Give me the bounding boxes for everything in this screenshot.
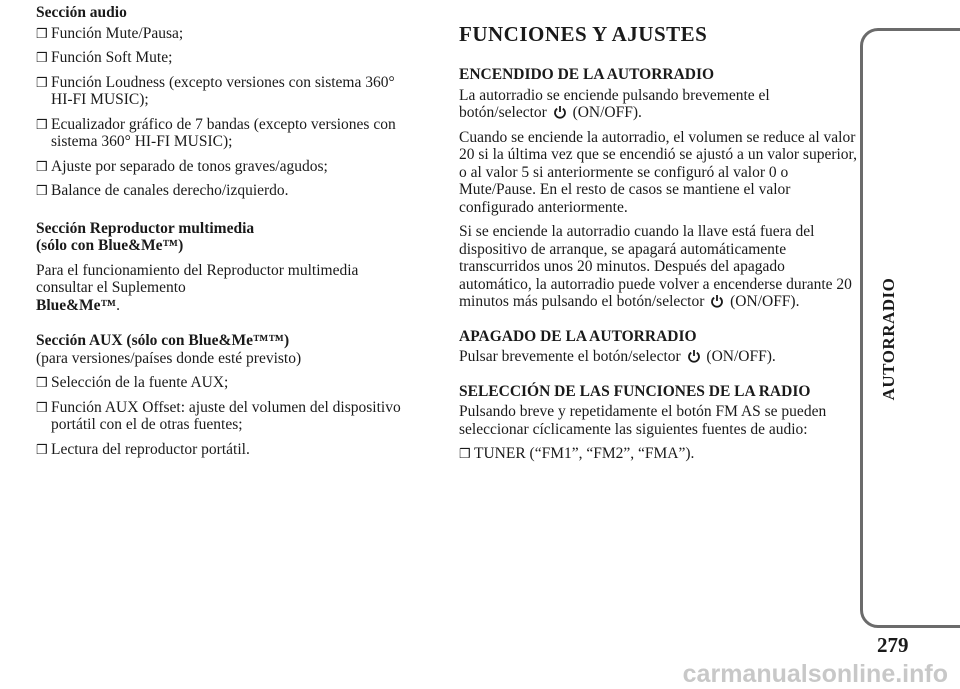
list-item: ❒ Ecualizador gráfico de 7 bandas (excepto versiones con sistema 360° HI-FI MUSIC);: [36, 115, 396, 150]
selection-paragraph: Pulsando breve y repetidamente el botón FM AS se pueden seleccionar cíclicamente las siguientes fuentes de audio:: [459, 403, 827, 438]
list-item: ❒ Ajuste por separado de tonos graves/agudos;: [36, 157, 328, 175]
side-tab: [860, 28, 960, 628]
on-section-heading: ENCENDIDO DE LA AUTORRADIO: [459, 66, 715, 83]
list-item: ❒ TUNER (“FM1”, “FM2”, “FMA”).: [459, 445, 695, 462]
watermark: carmanualsonline.info: [682, 660, 948, 688]
power-icon: [553, 105, 567, 119]
media-paragraph: Para el funcionamiento del Reproductor multimedia consultar el Suplemento Blue&Me™.: [36, 261, 359, 314]
checkbox-bullet-icon: ❒: [36, 158, 48, 174]
off-section-heading: APAGADO DE LA AUTORRADIO: [459, 327, 697, 345]
list-item: ❒ Balance de canales derecho/izquierdo.: [36, 182, 289, 199]
audio-section-heading: Sección audio: [36, 4, 127, 21]
list-item: ❒ Función Mute/Pausa;: [36, 24, 184, 42]
off-paragraph: Pulsar brevemente el botón/selector (ON/OFF).: [459, 348, 776, 365]
checkbox-bullet-icon: ❒: [36, 399, 48, 415]
checkbox-bullet-icon: ❒: [36, 50, 48, 65]
list-item: ❒ Función Soft Mute;: [36, 49, 173, 66]
checkbox-bullet-icon: ❒: [36, 375, 48, 390]
on-paragraph-2: Cuando se enciende la autorradio, el volumen se reduce al valor 20 si la última vez que se encendió se ajustó a un valor superior, o al valor 5 si anteriormente se configuró al valor 0 o Mute/Pause. En el resto de casos se mantiene el valor configurado anteriormente.: [459, 128, 857, 216]
power-icon: [687, 349, 701, 363]
left-column: [36, 0, 416, 458]
checkbox-bullet-icon: ❒: [36, 116, 48, 132]
side-tab-label: AUTORRADIO: [879, 277, 898, 401]
power-icon: [710, 294, 724, 308]
page-number: 279: [877, 633, 909, 657]
aux-subtitle: (para versiones/países donde esté previsto): [36, 349, 302, 367]
right-column: [459, 0, 859, 463]
on-paragraph-1: La autorradio se enciende pulsando brevemente el botón/selector (ON/OFF).: [459, 86, 770, 121]
list-item: ❒ Lectura del reproductor portátil.: [36, 440, 250, 458]
checkbox-bullet-icon: ❒: [36, 25, 48, 41]
selection-section-heading: SELECCIÓN DE LAS FUNCIONES DE LA RADIO: [459, 382, 811, 400]
list-item: ❒ Función AUX Offset: ajuste del volumen del dispositivo portátil con el de otras fuentes;: [36, 398, 401, 433]
page-title: FUNCIONES Y AJUSTES: [459, 22, 708, 46]
checkbox-bullet-icon: ❒: [36, 441, 48, 457]
list-item: ❒ Función Loudness (excepto versiones con sistema 360° HI-FI MUSIC);: [36, 73, 395, 108]
checkbox-bullet-icon: ❒: [459, 446, 471, 461]
aux-section-heading: Sección AUX (sólo con Blue&Me™™): [36, 332, 290, 349]
checkbox-bullet-icon: ❒: [36, 183, 48, 198]
list-item: ❒ Selección de la fuente AUX;: [36, 374, 229, 391]
media-section-heading: Sección Reproductor multimedia (sólo con Blue&Me™): [36, 219, 255, 254]
on-paragraph-3: Si se enciende la autorradio cuando la llave está fuera del dispositivo de arranque, se apagará automáticamente transcurridos unos 20 minutos. Después del apagado automático, la autorradio puede volver a encenderse durante 20 minutos más pulsando el botón/selector (ON/OFF).: [459, 223, 852, 310]
checkbox-bullet-icon: ❒: [36, 74, 48, 90]
